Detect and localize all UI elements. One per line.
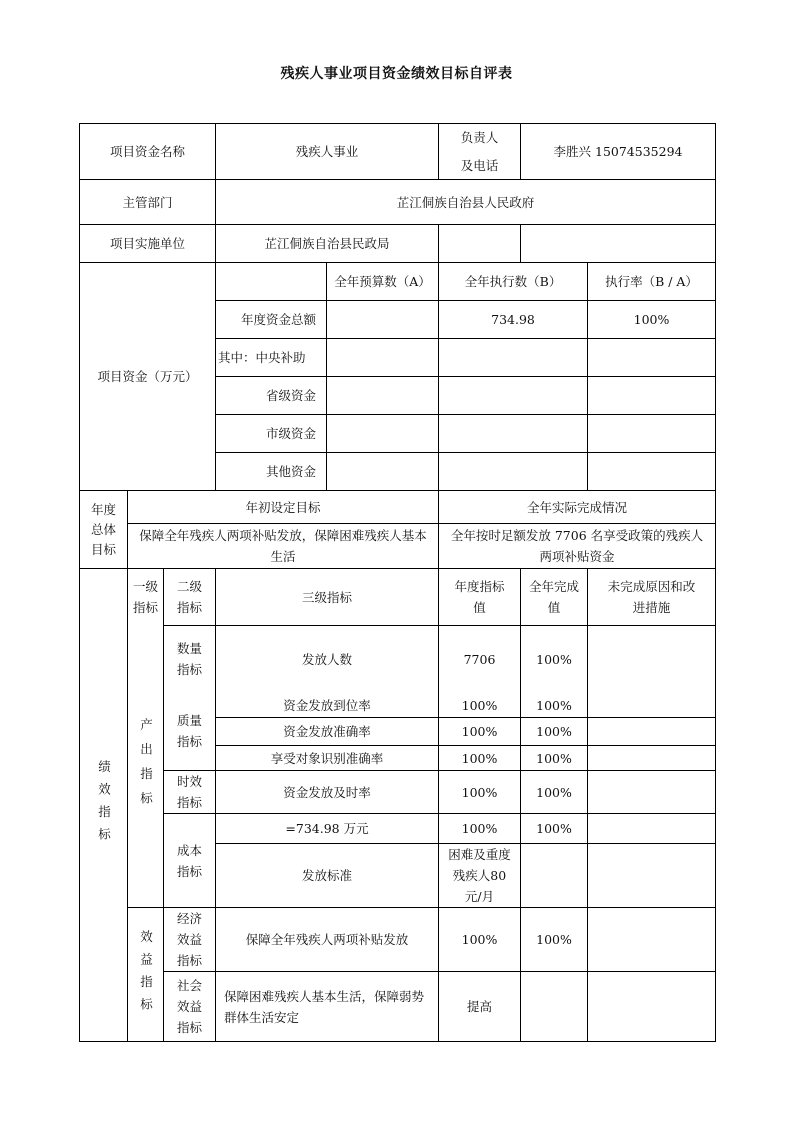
fund-rate-cell [588,377,715,414]
fund-budget-cell [327,339,438,376]
improvement-note [588,626,715,692]
quantity-indicator-label: 数量指标 [176,641,202,677]
column-header: 三级指标 [301,589,352,605]
indicator-name: 资金发放到位率 [283,697,371,713]
completion-value: 100% [536,697,572,713]
economic-benefit-label: 经济效益指标 [176,911,202,968]
completion-value: 100% [536,932,572,947]
improvement-note [588,771,715,813]
overall-goal-label: 年度总体目标 [90,501,116,557]
improvement-note [588,718,715,745]
fund-budget-cell [327,415,438,452]
completion-value [521,972,587,1041]
improvement-note [588,908,715,971]
social-benefit-label: 社会效益指标 [176,978,202,1035]
contact-label: 负责人 [460,130,499,145]
annual-target-value: 困难及重度残疾人80 元/月 [448,847,511,904]
department-label: 主管部门 [122,194,173,210]
annual-target-value: 7706 [463,651,496,667]
improvement-note [588,972,715,1041]
cost-indicator-label: 成本指标 [176,842,202,879]
column-header: 全年执行数（B） [464,274,562,289]
fund-rate-cell [588,453,715,490]
improvement-note [588,814,715,843]
fund-row-label: 年度资金总额 [240,312,316,327]
page-title: 残疾人事业项目资金绩效目标自评表 [280,66,513,82]
annual-target-value: 100% [461,750,498,766]
completion-value: 100% [536,784,572,800]
indicator-name: =734.98 万元 [285,821,369,836]
column-header: 一级指标 [133,579,159,615]
column-header: 未完成原因和改进措施 [607,579,696,615]
overall-target-text: 保障全年残疾人两项补贴发放，保障困难残疾人基本生活 [139,528,427,564]
completion-value: 100% [536,724,572,739]
fund-exec-cell [439,339,587,376]
fund-row-label: 省级资金 [265,388,316,403]
table-rule [520,224,521,263]
project-name-value: 残疾人事业 [295,144,359,159]
annual-target-value: 100% [461,724,498,739]
annual-target-value: 提高 [466,999,492,1014]
department-value: 芷江侗族自治县人民政府 [396,194,535,210]
implementing-unit-label: 项目实施单位 [109,236,185,251]
fund-row-label: 其他资金 [265,464,316,479]
indicator-name: 保障困难残疾人基本生活，保障弱势群体生活安定 [224,988,425,1025]
improvement-note [588,746,715,770]
column-header: 年度指标值 [454,579,505,615]
completion-value: 100% [536,651,572,667]
indicator-name: 发放人数 [301,651,352,667]
project-name-label: 项目资金名称 [109,144,185,159]
table-rule [438,224,439,263]
annual-target-value: 100% [461,784,498,800]
column-header: 二级指标 [176,579,202,615]
indicator-name: 资金发放准确率 [283,724,371,739]
fund-row-label: 市级资金 [265,426,316,441]
annual-target-value: 100% [461,932,498,947]
indicator-name: 发放标准 [301,868,352,883]
fund-exec-cell: 734.98 [491,312,535,327]
fund-rate-cell [588,339,715,376]
column-header: 全年完成值 [528,579,579,615]
completion-value: 100% [536,750,572,766]
indicator-name: 享受对象识别准确率 [270,750,384,766]
completion-value [521,844,587,907]
timeliness-indicator-label: 时效指标 [176,774,202,810]
overall-actual-text: 全年按时足额发放 7706 名享受政策的残疾人两项补贴资金 [450,528,704,564]
fund-budget-cell [327,377,438,414]
fund-budget-cell [327,301,438,338]
table-rule [715,123,716,1042]
output-indicator-label: 产出指标 [138,717,154,816]
funds-section-label: 项目资金（万元） [97,369,198,384]
fund-budget-cell [327,453,438,490]
benefit-indicator-label: 效益指标 [138,929,154,1020]
improvement-note [588,844,715,907]
fund-row-label: 其中：中央补助 [218,350,306,365]
improvement-note [588,693,715,717]
column-header: 年初设定目标 [245,499,321,515]
fund-rate-cell: 100% [633,312,670,327]
column-header: 执行率（B / A） [605,274,698,289]
fund-exec-cell [439,415,587,452]
completion-value: 100% [536,821,572,836]
quality-indicator-label: 质量指标 [176,713,202,749]
annual-target-value: 100% [461,821,498,836]
fund-exec-cell [439,453,587,490]
annual-target-value: 100% [461,697,498,713]
fund-exec-cell [439,377,587,414]
contact-value: 李胜兴 15074535294 [553,144,683,159]
table-rule [79,1041,716,1042]
indicator-name: 资金发放及时率 [283,784,371,800]
implementing-unit-value: 芷江侗族自治县民政局 [264,236,390,251]
contact-label: 及电话 [460,157,499,173]
performance-section-label: 绩效指标 [96,760,112,850]
column-header: 全年实际完成情况 [526,499,627,515]
fund-rate-cell [588,415,715,452]
indicator-name: 保障全年残疾人两项补贴发放 [245,932,409,947]
column-header: 全年预算数（A） [334,274,431,289]
